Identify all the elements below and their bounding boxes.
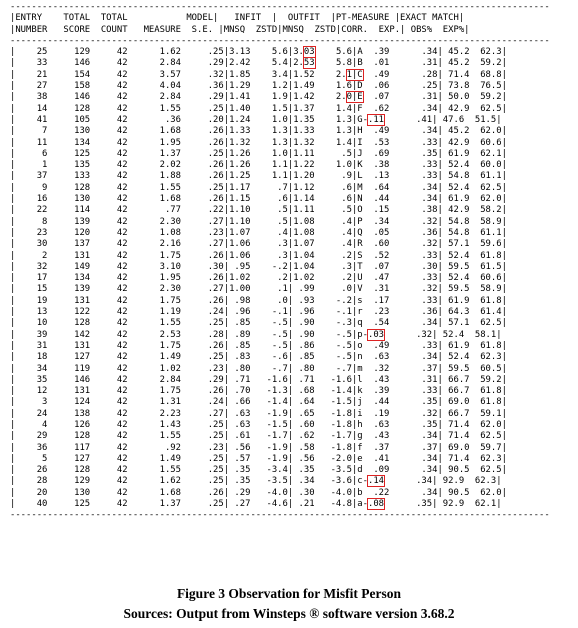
row-text: | 2 131 42 1.75 .26|1.06 .3|1.04 .2|S .52 .33| 52.4 61.8| xyxy=(10,250,507,261)
table-row xyxy=(10,341,550,352)
row-text: | 9 128 42 1.55 .25|1.17 .7|1.12 .6|M .64 .34| 52.4 62.5| xyxy=(10,182,507,193)
table-row xyxy=(10,104,550,115)
table-row xyxy=(10,307,550,318)
row-text: | 16 130 42 1.68 .26|1.15 .6|1.14 .6|N .44 .34| 61.9 62.0| xyxy=(10,194,507,205)
row-text: | 11 134 42 1.95 .26|1.32 1.3|1.32 1.4|I .53 .33| 42.9 60.6| xyxy=(10,137,507,148)
row-text: | 14 128 42 1.55 .25|1.40 1.5|1.37 1.4|F .62 .34| 42.9 62.5| xyxy=(10,103,507,114)
row-text: | 36 117 42 .92 .23| .56 -1.9| .58 -1.8|f .37 .37| 69.0 59.7| xyxy=(10,442,507,453)
row-text: | 4 126 42 1.43 .25| .63 -1.5| .60 -1.8|h .63 .35| 71.4 62.0| xyxy=(10,419,507,430)
highlighted-cell: 53 xyxy=(303,58,315,69)
table-row xyxy=(10,70,550,81)
winsteps-output-table xyxy=(10,2,550,522)
row-text: | 29 128 42 1.55 .25| .61 -1.7| .62 -1.7|g .43 .34| 71.4 62.5| xyxy=(10,431,507,442)
row-text: | 21 154 42 3.57 .32|1.85 3.4|1.52 2. xyxy=(10,69,347,80)
table-header-row-1: |ENTRY TOTAL TOTAL MODEL| INFIT | OUTFIT |PT-MEASURE |EXACT MATCH| xyxy=(10,13,465,24)
row-text: | 24 138 42 2.23 .27| .63 -1.9| .65 -1.8|i .19 .32| 66.7 59.1| xyxy=(10,408,507,419)
row-text: | 18 127 42 1.49 .25| .83 -.6| .85 -.5|n .63 .34| 52.4 62.3| xyxy=(10,352,507,363)
table-body xyxy=(10,47,550,510)
row-text: | 32 149 42 3.10 .30| .95 -.2|1.04 .3|T .07 .30| 59.5 61.5| xyxy=(10,261,507,272)
table-row xyxy=(10,420,550,431)
row-text-tail: .07 .31| 50.0 59.2| xyxy=(362,92,507,103)
row-text-tail: .41| 47.6 51.5| xyxy=(384,114,502,125)
table-row xyxy=(10,239,550,250)
row-text: | 33 146 42 2.84 .29|2.42 5.4|2. xyxy=(10,58,304,69)
table-row xyxy=(10,284,550,295)
table-row xyxy=(10,194,550,205)
row-text: | 15 139 42 2.30 .27|1.00 .1| .99 .0|V .31 .32| 59.5 58.9| xyxy=(10,284,507,295)
table-row xyxy=(10,149,550,160)
row-text: | 10 128 42 1.55 .25| .85 -.5| .90 -.3|q .54 .34| 57.1 62.5| xyxy=(10,318,507,329)
row-text: | 27 158 42 4.04 .36|1.29 1.2|1.49 1.6|D .06 .25| 73.8 76.5| xyxy=(10,81,507,92)
table-row xyxy=(10,58,550,69)
table-divider-header: ----------------------------------------------------------------------------------------------------- xyxy=(10,35,550,46)
row-text: | 39 142 42 2.53 .28| .89 -.5| .90 -.5|p- xyxy=(10,329,368,340)
row-text: | 1 135 42 2.02 .26|1.26 1.1|1.22 1.0|K .38 .33| 52.4 60.0| xyxy=(10,160,507,171)
table-divider-top: ----------------------------------------------------------------------------------------------------- xyxy=(10,2,550,12)
row-text: | 6 125 42 1.37 .25|1.26 1.0|1.11 .5|J .69 .35| 61.9 62.1| xyxy=(10,148,507,159)
figure-source: Sources: Output from Winsteps ® software version 3.68.2 xyxy=(123,606,455,621)
row-text: | 35 146 42 2.84 .29| .71 -1.6| .71 -1.6|l .43 .31| 66.7 59.2| xyxy=(10,374,507,385)
row-text-tail: .34| 92.9 62.3| xyxy=(384,476,502,487)
table-row xyxy=(10,375,550,386)
table-row xyxy=(10,409,550,420)
row-text: | 19 131 42 1.75 .26| .98 .0| .93 -.2|s .17 .33| 61.9 61.8| xyxy=(10,295,507,306)
table-row xyxy=(10,205,550,216)
table-row xyxy=(10,251,550,262)
row-text: | 38 146 42 2.84 .29|1.41 1.9|1.42 2. xyxy=(10,92,347,103)
row-text: | 8 139 42 2.30 .27|1.10 .5|1.08 .4|P .34 .32| 54.8 58.9| xyxy=(10,216,507,227)
row-text: | 26 128 42 1.55 .25| .35 -3.4| .35 -3.5|d .09 .34| 90.5 62.5| xyxy=(10,465,507,476)
table-row xyxy=(10,364,550,375)
table-row xyxy=(10,476,550,487)
table-row xyxy=(10,183,550,194)
table-row xyxy=(10,262,550,273)
highlighted-cell: 1|C xyxy=(346,69,363,80)
table-row xyxy=(10,115,550,126)
table-row xyxy=(10,465,550,476)
table-row xyxy=(10,296,550,307)
row-text: | 22 114 42 .77 .22|1.10 .5|1.11 .5|O .15 .38| 42.9 58.2| xyxy=(10,205,507,216)
row-text: | 13 122 42 1.19 .24| .96 -.1| .96 -.1|r .23 .36| 64.3 61.4| xyxy=(10,307,507,318)
table-row xyxy=(10,92,550,103)
row-text: | 41 105 42 .36 .20|1.24 1.0|1.35 1.3|G- xyxy=(10,114,368,125)
highlighted-cell: 03 xyxy=(303,47,315,58)
row-text: | 5 127 42 1.49 .25| .57 -1.9| .56 -2.0|e .41 .34| 71.4 62.3| xyxy=(10,453,507,464)
table-row xyxy=(10,499,550,510)
row-text: | 12 131 42 1.75 .26| .70 -1.3| .68 -1.4|k .39 .33| 66.7 61.8| xyxy=(10,386,507,397)
table-row xyxy=(10,386,550,397)
table-row xyxy=(10,454,550,465)
row-text: | 28 129 42 1.62 .25| .35 -3.5| .34 -3.6|c- xyxy=(10,476,368,487)
row-text: | 3 124 42 1.31 .24| .66 -1.4| .64 -1.5|j .44 .35| 69.0 61.8| xyxy=(10,397,507,408)
highlighted-cell: .08 xyxy=(368,499,385,510)
row-text-tail: 5.8|B .01 .31| 45.2 59.2| xyxy=(314,58,507,69)
highlighted-cell: .03 xyxy=(368,329,385,340)
table-row xyxy=(10,217,550,228)
table-row xyxy=(10,397,550,408)
table-row xyxy=(10,273,550,284)
row-text: | 31 131 42 1.75 .26| .85 -.5| .86 -.5|o .49 .33| 61.9 61.8| xyxy=(10,340,507,351)
table-divider-bottom: ----------------------------------------------------------------------------------------------------- xyxy=(10,510,550,521)
table-row xyxy=(10,126,550,137)
highlighted-cell: 0|E xyxy=(346,92,363,103)
table-row xyxy=(10,431,550,442)
row-text-tail: 5.6|A .39 .34| 45.2 62.3| xyxy=(314,47,507,58)
highlighted-cell: .14 xyxy=(368,476,385,487)
figure-title: Figure 3 Observation for Misfit Person xyxy=(176,586,402,601)
row-text: | 17 134 42 1.95 .26|1.02 .2|1.02 .2|U .47 .33| 52.4 60.6| xyxy=(10,273,507,284)
table-row xyxy=(10,160,550,171)
table-row xyxy=(10,352,550,363)
table-row xyxy=(10,138,550,149)
row-text: | 23 120 42 1.08 .23|1.07 .4|1.08 .4|Q .05 .36| 54.8 61.1| xyxy=(10,227,507,238)
row-text: | 30 137 42 2.16 .27|1.06 .3|1.07 .4|R .60 .32| 57.1 59.6| xyxy=(10,239,507,250)
table-row xyxy=(10,47,550,58)
table-row xyxy=(10,443,550,454)
row-text: | 7 130 42 1.68 .26|1.33 1.3|1.33 1.3|H .49 .34| 45.2 62.0| xyxy=(10,126,507,137)
row-text: | 37 133 42 1.88 .26|1.25 1.1|1.20 .9|L .13 .33| 54.8 61.1| xyxy=(10,171,507,182)
row-text: | 25 129 42 1.62 .25|3.13 5.6|3. xyxy=(10,47,304,58)
table-header-row-2: |NUMBER SCORE COUNT MEASURE S.E. |MNSQ ZSTD|MNSQ ZSTD|CORR. EXP.| OBS% EXP%| xyxy=(10,24,470,35)
row-text: | 34 119 42 1.02 .23| .80 -.7| .80 -.7|m .32 .37| 59.5 60.5| xyxy=(10,363,507,374)
row-text-tail: .35| 92.9 62.1| xyxy=(384,499,502,510)
table-row xyxy=(10,81,550,92)
table-row xyxy=(10,488,550,499)
row-text-tail: .32| 52.4 58.1| xyxy=(384,329,502,340)
table-row xyxy=(10,330,550,341)
table-row xyxy=(10,318,550,329)
table-row xyxy=(10,171,550,182)
highlighted-cell: .11 xyxy=(368,114,385,125)
table-row xyxy=(10,228,550,239)
row-text: | 40 125 42 1.37 .25| .27 -4.6| .21 -4.8|a- xyxy=(10,499,368,510)
row-text-tail: .49 .28| 71.4 68.8| xyxy=(362,69,507,80)
row-text: | 20 130 42 1.68 .26| .29 -4.0| .30 -4.0|b .22 .34| 90.5 62.0| xyxy=(10,487,507,498)
